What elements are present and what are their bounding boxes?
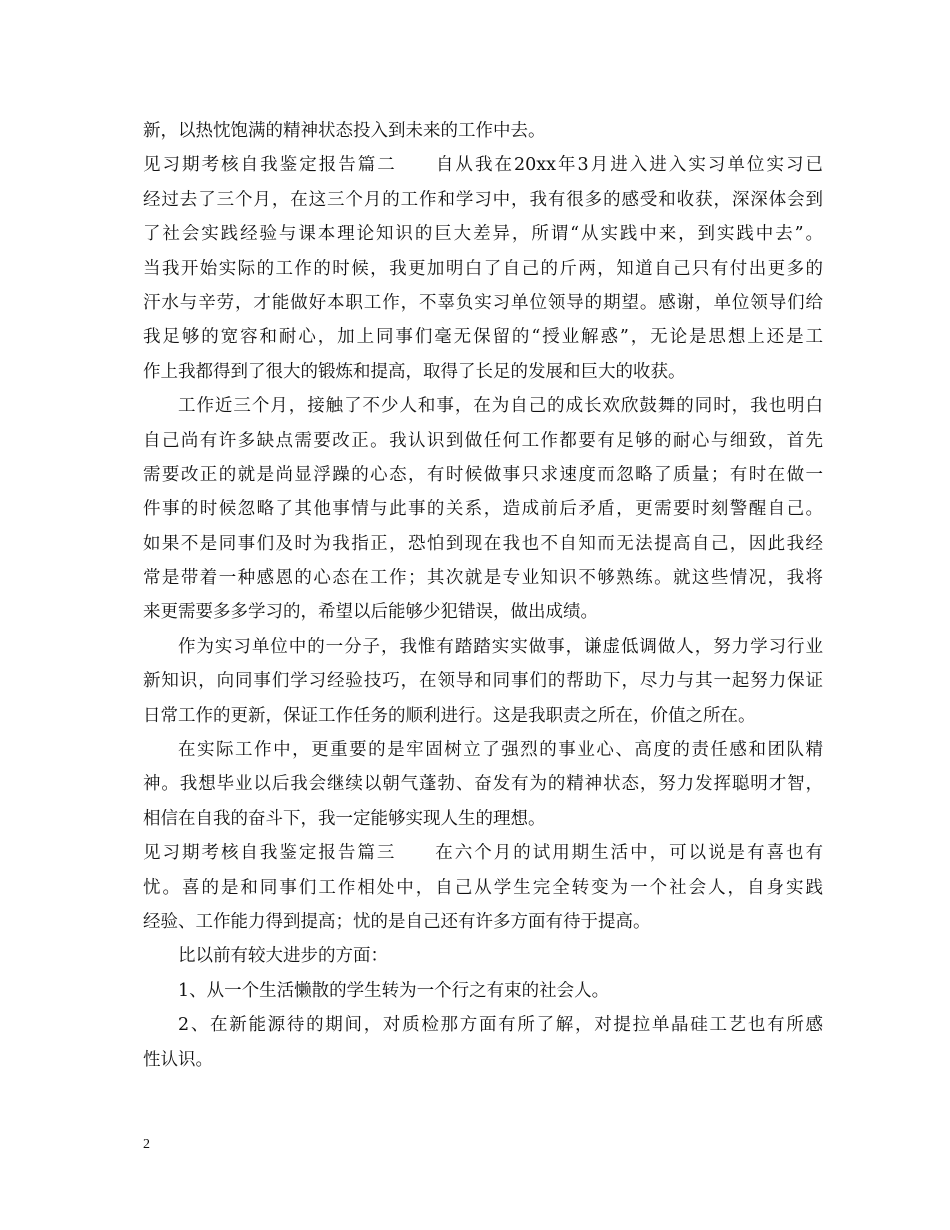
text-line: 工作近三个月，接触了不少人和事，在为自己的成长欢欣鼓舞的同时，我也明白 xyxy=(178,396,823,417)
text-line: 自己尚有许多缺点需要改正。我认识到做任何工作都要有足够的耐心与细致，首先 xyxy=(143,430,823,451)
text-line: 作上我都得到了很大的锻炼和提高，取得了长足的发展和巨大的收获。 xyxy=(143,361,686,382)
text-line: 忧。喜的是和同事们工作相处中，自己从学生完全转变为一个社会人，自身实践 xyxy=(143,877,823,898)
text-line: 新知识，向同事们学习经验技巧，在领导和同事们的帮助下，尽力与其一起努力保证 xyxy=(143,671,823,692)
page-number: 2 xyxy=(143,1137,150,1152)
text-line: 比以前有较大进步的方面： xyxy=(178,946,388,967)
text-line: 作为实习单位中的一分子，我惟有踏踏实实做事，谦虚低调做人，努力学习行业 xyxy=(178,636,823,657)
text-line: 性认识。 xyxy=(143,1049,213,1070)
text-line: 汗水与辛劳，才能做好本职工作，不辜负实习单位领导的期望。感谢，单位领导们给 xyxy=(143,292,823,313)
text-line: 神。我想毕业以后我会继续以朝气蓬勃、奋发有为的精神状态，努力发挥聪明才智， xyxy=(143,774,823,795)
text-line: 1、从一个生活懒散的学生转为一个行之有束的社会人。 xyxy=(178,980,610,1001)
text-line: 当我开始实际的工作的时候，我更加明白了自己的斤两，知道自己只有付出更多的 xyxy=(143,258,823,279)
text-line: 新，以热忱饱满的精神状态投入到未来的工作中去。 xyxy=(143,121,546,141)
text-line: 我足够的宽容和耐心，加上同事们毫无保留的“授业解惑”，无论是思想上还是工 xyxy=(143,327,823,348)
text-line: 件事的时候忽略了其他事情与此事的关系，造成前后矛盾，更需要时刻警醒自己。 xyxy=(143,499,823,520)
text-line: 需要改正的就是尚显浮躁的心态，有时候做事只求速度而忽略了质量；有时在做一 xyxy=(143,464,823,485)
text-line: 了社会实践经验与课本理论知识的巨大差异，所谓“从实践中来，到实践中去”。 xyxy=(143,224,823,245)
text-line: 见习期考核自我鉴定报告篇二 自从我在20xx年3月进入进入实习单位实习已 xyxy=(143,155,823,176)
text-line: 常是带着一种感恩的心态在工作；其次就是专业知识不够熟练。就这些情况，我将 xyxy=(143,568,823,589)
text-line: 经验、工作能力得到提高；忧的是自己还有许多方面有待于提高。 xyxy=(143,911,651,932)
text-line: 如果不是同事们及时为我指正，恐怕到现在我也不自知而无法提高自己，因此我经 xyxy=(143,533,823,554)
text-line: 经过去了三个月，在这三个月的工作和学习中，我有很多的感受和收获，深深体会到 xyxy=(143,189,823,210)
text-line: 在实际工作中，更重要的是牢固树立了强烈的事业心、高度的责任感和团队精 xyxy=(178,740,823,761)
text-line: 来更需要多多学习的，希望以后能够少犯错误，做出成绩。 xyxy=(143,602,598,623)
text-line: 见习期考核自我鉴定报告篇三 在六个月的试用期生活中，可以说是有喜也有 xyxy=(143,843,823,864)
text-line: 2、在新能源待的期间，对质检那方面有所了解，对提拉单晶硅工艺也有所感 xyxy=(178,1015,823,1036)
text-line: 日常工作的更新，保证工作任务的顺利进行。这是我职责之所在，价值之所在。 xyxy=(143,705,756,726)
text-line: 相信在自我的奋斗下，我一定能够实现人生的理想。 xyxy=(143,808,546,829)
document-body xyxy=(143,114,823,1077)
